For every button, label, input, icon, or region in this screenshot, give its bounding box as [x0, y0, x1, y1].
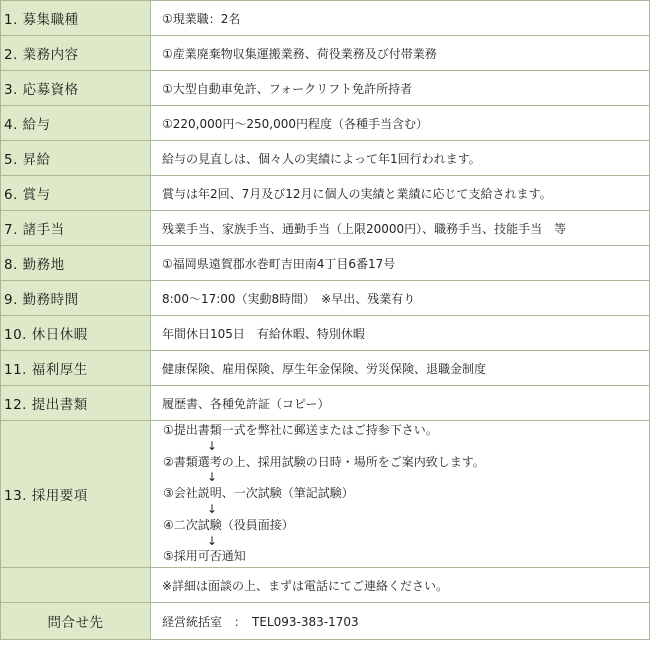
label-raise: 5. 昇給 [1, 141, 151, 176]
row-duties [1, 36, 650, 71]
value-contact: 経営統括室 ： TEL093-383-1703 [151, 603, 650, 640]
down-arrow-icon: ↓ [207, 470, 218, 485]
row-job-type [1, 1, 650, 36]
row-qualifications [1, 71, 650, 106]
recruitment-steps [151, 421, 650, 568]
value-salary: ①220,000円～250,000円程度（各種手当含む） [151, 106, 650, 141]
value-note: ※詳細は面談の上、まずは電話にてご連絡ください。 [151, 568, 650, 603]
row-benefits [1, 351, 650, 386]
step-3: ③会社説明、一次試験（筆記試験） [163, 486, 354, 501]
row-documents [1, 386, 650, 421]
label-duties: 2. 業務内容 [1, 36, 151, 71]
label-workplace: 8. 勤務地 [1, 246, 151, 281]
label-qualifications: 3. 応募資格 [1, 71, 151, 106]
value-duties: ①産業廃棄物収集運搬業務、荷役業務及び付帯業務 [151, 36, 650, 71]
value-bonus: 賞与は年2回、7月及び12月に個人の実績と業績に応じて支給されます。 [151, 176, 650, 211]
label-allowances: 7. 諸手当 [1, 211, 151, 246]
step-5: ⑤採用可否通知 [163, 549, 246, 564]
down-arrow-icon: ↓ [207, 533, 218, 548]
label-job-type: 1. 募集職種 [1, 1, 151, 36]
down-arrow-icon: ↓ [207, 501, 218, 516]
step-2: ②書類選考の上、採用試験の日時・場所をご案内致します。 [163, 454, 485, 469]
step-4: ④二次試験（役員面接） [163, 517, 294, 532]
row-working-hours [1, 281, 650, 316]
row-note [1, 568, 650, 603]
label-recruitment-process: 13. 採用要項 [1, 421, 151, 568]
value-documents: 履歴書、各種免許証（コピー） [151, 386, 650, 421]
label-bonus: 6. 賞与 [1, 176, 151, 211]
row-workplace [1, 246, 650, 281]
row-allowances [1, 211, 650, 246]
label-note-empty [1, 568, 151, 603]
label-contact: 問合せ先 [1, 603, 151, 640]
label-holidays: 10. 休日休暇 [1, 316, 151, 351]
step-1: ①提出書類一式を弊社に郵送またはご持参下さい。 [163, 423, 438, 437]
label-benefits: 11. 福利厚生 [1, 351, 151, 386]
value-job-type: ①現業職：2名 [151, 1, 650, 36]
label-working-hours: 9. 勤務時間 [1, 281, 151, 316]
value-qualifications: ①大型自動車免許、フォークリフト免許所持者 [151, 71, 650, 106]
row-contact [1, 603, 650, 640]
value-benefits: 健康保険、雇用保険、厚生年金保険、労災保険、退職金制度 [151, 351, 650, 386]
value-workplace: ①福岡県遠賀郡水巻町吉田南4丁目6番17号 [151, 246, 650, 281]
value-raise: 給与の見直しは、個々人の実績によって年1回行われます。 [151, 141, 650, 176]
row-holidays [1, 316, 650, 351]
row-bonus [1, 176, 650, 211]
down-arrow-icon: ↓ [207, 438, 218, 453]
value-holidays: 年間休日105日 有給休暇、特別休暇 [151, 316, 650, 351]
value-working-hours: 8:00～17:00（実動8時間） ※早出、残業有り [151, 281, 650, 316]
value-allowances: 残業手当、家族手当、通勤手当（上限20000円）、職務手当、技能手当 等 [151, 211, 650, 246]
row-recruitment-process [1, 421, 650, 568]
row-salary [1, 106, 650, 141]
label-salary: 4. 給与 [1, 106, 151, 141]
row-raise [1, 141, 650, 176]
label-documents: 12. 提出書類 [1, 386, 151, 421]
